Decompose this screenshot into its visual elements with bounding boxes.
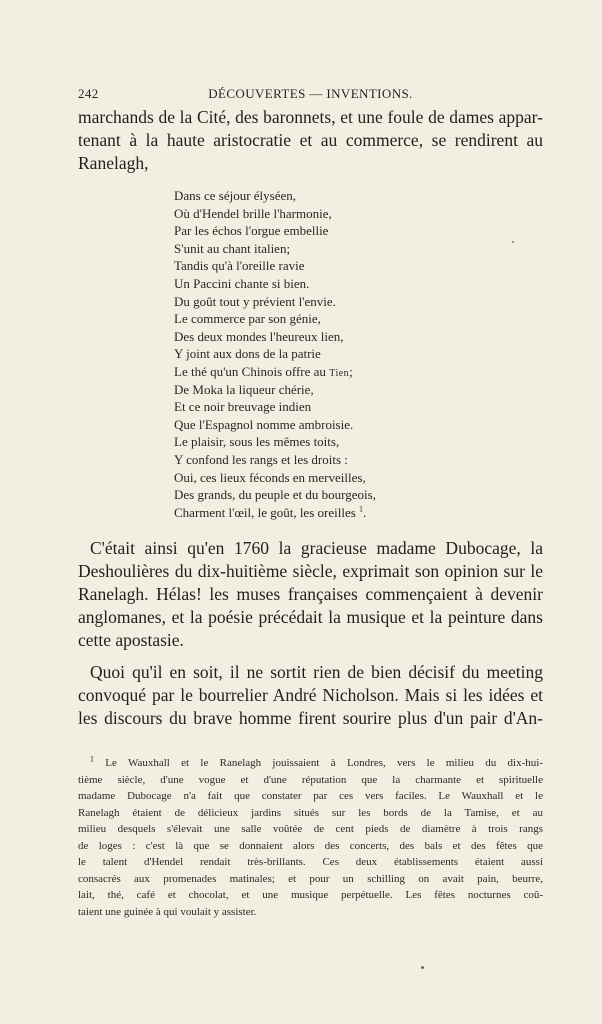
paragraph-2 xyxy=(78,537,543,652)
verse-line: Tandis qu'à l'oreille ravie xyxy=(174,258,305,274)
verse-line: Oui, ces lieux féconds en merveilles, xyxy=(174,469,366,485)
running-title: DÉCOUVERTES — INVENTIONS. xyxy=(208,86,413,101)
verse-line: Des deux mondes l'heureux lien, xyxy=(174,328,344,344)
paragraph-1 xyxy=(78,106,543,175)
verse-line: De Moka la liqueur chérie, xyxy=(174,381,314,397)
verse-punct: ; xyxy=(349,363,353,379)
verse-line: Et ce noir breuvage indien xyxy=(174,399,312,415)
footnote-line: de loges : c'est là que se donnaient alors des concerts, des bals et des fêtes que xyxy=(78,839,543,852)
verse-line: Où d'Hendel brille l'harmonie, xyxy=(174,205,332,221)
page-number: 242 xyxy=(78,86,99,101)
poem xyxy=(174,187,376,521)
text-line: C'était ainsi qu'en 1760 la gracieuse madame Dubocage, la xyxy=(90,538,543,558)
verse-line: S'unit au chant italien; xyxy=(174,240,291,256)
footnote-line: Ranelagh étaient de délicieux jardins situés sur les bords de la Tamise, et au xyxy=(78,806,543,819)
footnote-line: taient une guinée à qui voulait y assister. xyxy=(78,905,257,918)
footnote-marker: 1 xyxy=(90,754,94,764)
footnote-line: madame Dubocage n'a fait que constater par ces vers faciles. Le Wauxhall et le xyxy=(78,790,543,802)
verse-line xyxy=(174,504,376,522)
text-line: marchands de la Cité, des baronnets, et une foule de dames appar- xyxy=(78,107,543,127)
small-caps-word: Tien xyxy=(329,367,350,379)
verse-line: Dans ce séjour élyséen, xyxy=(174,188,297,203)
text-line: Ranelagh, xyxy=(78,153,149,173)
footnote xyxy=(78,755,543,920)
verse-line: Le plaisir, sous les mêmes toits, xyxy=(174,434,340,450)
footnote-line: milieu desquels s'élevait une salle voûtée de cent pieds de diamètre à trois rangs xyxy=(78,823,543,835)
text-line: cette apostasie. xyxy=(78,630,184,650)
text-line: convoqué par le bourrelier André Nicholson. Mais si les idées et xyxy=(78,685,543,705)
paragraph-3 xyxy=(78,661,543,730)
verse-line: Y joint aux dons de la patrie xyxy=(174,346,321,362)
footnote-line: le talent d'Hendel rendait très-brillants. Ces deux établissements étaient aussi xyxy=(78,856,543,868)
text-line: tenant à la haute aristocratie et au commerce, se rendirent au xyxy=(78,130,543,150)
footnote-line: tième siècle, d'une vogue et d'une réputation que la charmante et spirituelle xyxy=(78,773,543,786)
text-line: anglomanes, et la poésie précédait la musique et la peinture dans xyxy=(78,607,543,627)
text-line: Quoi qu'il en soit, il ne sortit rien de bien décisif du meeting xyxy=(90,662,543,682)
verse-line xyxy=(174,363,376,381)
text-line: Deshoulières du dix-huitième siècle, exprimait son opinion sur le xyxy=(78,561,543,581)
verse-line: Par les échos l'orgue embellie xyxy=(174,223,329,239)
verse-text: Le thé qu'un Chinois offre au xyxy=(174,363,326,379)
verse-line: Y confond les rangs et les droits : xyxy=(174,451,348,467)
verse-punct: . xyxy=(363,504,367,520)
verse-line: Un Paccini chante si bien. xyxy=(174,275,310,291)
running-header xyxy=(78,86,543,106)
footnote-text: Le Wauxhall et le Ranelagh jouissaient à Londres, vers le milieu du dix-hui- xyxy=(105,757,543,769)
verse-line: Du goût tout y prévient l'envie. xyxy=(174,293,336,309)
page-speck xyxy=(421,966,424,969)
verse-line: Des grands, du peuple et du bourgeois, xyxy=(174,487,376,503)
text-line: les discours du brave homme firent sourire plus d'un pair d'An- xyxy=(78,708,543,728)
print-speck xyxy=(512,241,514,243)
verse-line: Que l'Espagnol nomme ambroisie. xyxy=(174,416,354,432)
text-line: Ranelagh. Hélas! les muses françaises commençaient à devenir xyxy=(78,584,543,604)
footnote-line: consacrés aux promenades matinales; et pour un schilling on avait pain, beurre, xyxy=(78,872,543,885)
footnote-line xyxy=(78,755,543,772)
verse-line: Le commerce par son génie, xyxy=(174,311,321,327)
footnote-line: lait, thé, café et chocolat, et une musique perpétuelle. Les fêtes nocturnes coû- xyxy=(78,889,543,901)
verse-text: Charment l'œil, le goût, les oreilles xyxy=(174,504,356,520)
footnote-reference: 1 xyxy=(359,504,364,514)
